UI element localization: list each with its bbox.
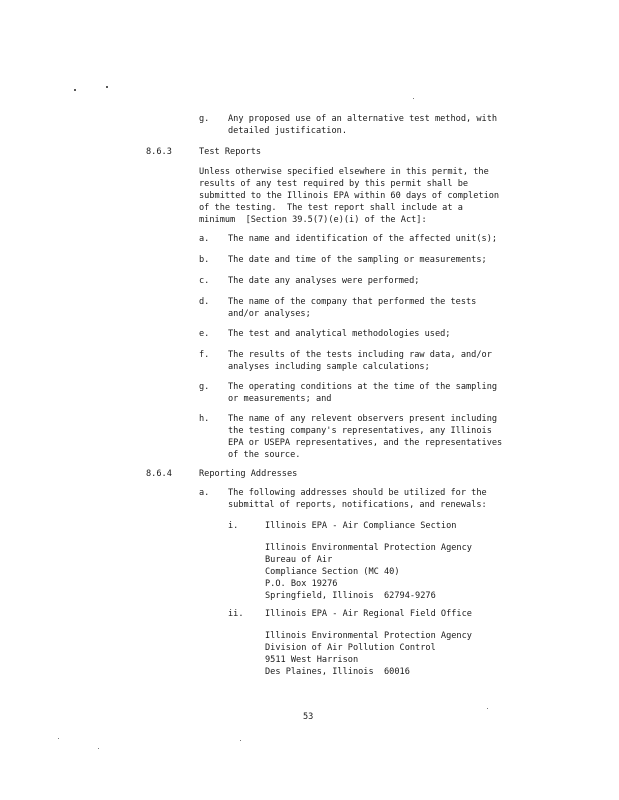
scan-speck [74, 89, 76, 91]
item-line: The date any analyses were performed; [228, 276, 420, 286]
address-line: Illinois Environmental Protection Agency [265, 631, 472, 641]
address-label: ii. [228, 609, 244, 619]
item-line: The operating conditions at the time of the sampling [228, 382, 498, 392]
item-label: a. [199, 234, 210, 244]
address-block [265, 542, 472, 602]
item-line: or measurements; and [228, 394, 332, 404]
scan-speck [487, 708, 488, 709]
item-label: e. [199, 329, 210, 339]
address-line: Division of Air Pollution Control [265, 643, 436, 653]
item-line: The name of any relevent observers present including [228, 414, 498, 424]
item-text [228, 254, 487, 266]
address-line: Compliance Section (MC 40) [265, 567, 400, 577]
item-line: the testing company's representatives, any Illinois [228, 426, 492, 436]
scan-speck [98, 748, 99, 749]
address-heading: Illinois EPA - Air Regional Field Office [265, 609, 472, 619]
item-line: The results of the tests including raw data, and/or [228, 350, 492, 360]
item-text [228, 349, 492, 373]
item-label: g. [199, 114, 210, 124]
address-line: Springfield, Illinois 62794-9276 [265, 591, 436, 601]
paragraph-line: submitted to the Illinois EPA within 60 days of completion [199, 191, 500, 201]
address-label: i. [228, 521, 239, 531]
page-number: 53 [303, 712, 314, 722]
address-block [265, 630, 472, 678]
item-text [228, 275, 419, 287]
item-line: The name of the company that performed the tests [228, 297, 477, 307]
item-line: The test and analytical methodologies used; [228, 329, 451, 339]
address-heading: Illinois EPA - Air Compliance Section [265, 521, 457, 531]
address-line: P.O. Box 19276 [265, 579, 338, 589]
item-text [228, 487, 487, 511]
item-label: a. [199, 488, 210, 498]
item-line: analyses including sample calculations; [228, 362, 430, 372]
address-line: Des Plaines, Illinois 60016 [265, 667, 410, 677]
item-label: f. [199, 350, 210, 360]
item-text [228, 233, 497, 245]
item-line: submittal of reports, notifications, and renewals: [228, 500, 487, 510]
intro-paragraph [199, 166, 499, 226]
item-line: The following addresses should be utilized for the [228, 488, 487, 498]
item-line: The date and time of the sampling or measurements; [228, 255, 487, 265]
section-number: 8.6.4 [146, 469, 172, 479]
address-line: 9511 West Harrison [265, 655, 359, 665]
item-line: The name and identification of the affected unit(s); [228, 234, 498, 244]
item-label: h. [199, 414, 210, 424]
item-line: and/or analyses; [228, 309, 311, 319]
item-line: of the source. [228, 450, 301, 460]
section-title: Reporting Addresses [199, 469, 298, 479]
item-label: g. [199, 382, 210, 392]
address-line: Illinois Environmental Protection Agency [265, 543, 472, 553]
item-text [228, 328, 450, 340]
item-label: c. [199, 276, 210, 286]
item-text [228, 413, 502, 461]
item-text [228, 381, 497, 405]
paragraph-line: of the testing. The test report shall include at a [199, 203, 463, 213]
paragraph-line: results of any test required by this permit shall be [199, 179, 469, 189]
item-label: b. [199, 255, 210, 265]
item-line: EPA or USEPA representatives, and the representatives [228, 438, 503, 448]
section-title: Test Reports [199, 147, 262, 157]
item-line: detailed justification. [228, 126, 347, 136]
scan-speck [106, 86, 108, 88]
address-line: Bureau of Air [265, 555, 333, 565]
scan-speck [58, 738, 59, 739]
scan-speck [413, 98, 414, 99]
item-text [228, 113, 497, 137]
item-label: d. [199, 297, 210, 307]
scan-speck [240, 740, 241, 741]
item-line: Any proposed use of an alternative test method, with [228, 114, 498, 124]
section-number: 8.6.3 [146, 147, 172, 157]
paragraph-line: Unless otherwise specified elsewhere in this permit, the [199, 167, 489, 177]
item-text [228, 296, 476, 320]
paragraph-line: minimum [Section 39.5(7)(e)(i) of the Act]: [199, 215, 427, 225]
